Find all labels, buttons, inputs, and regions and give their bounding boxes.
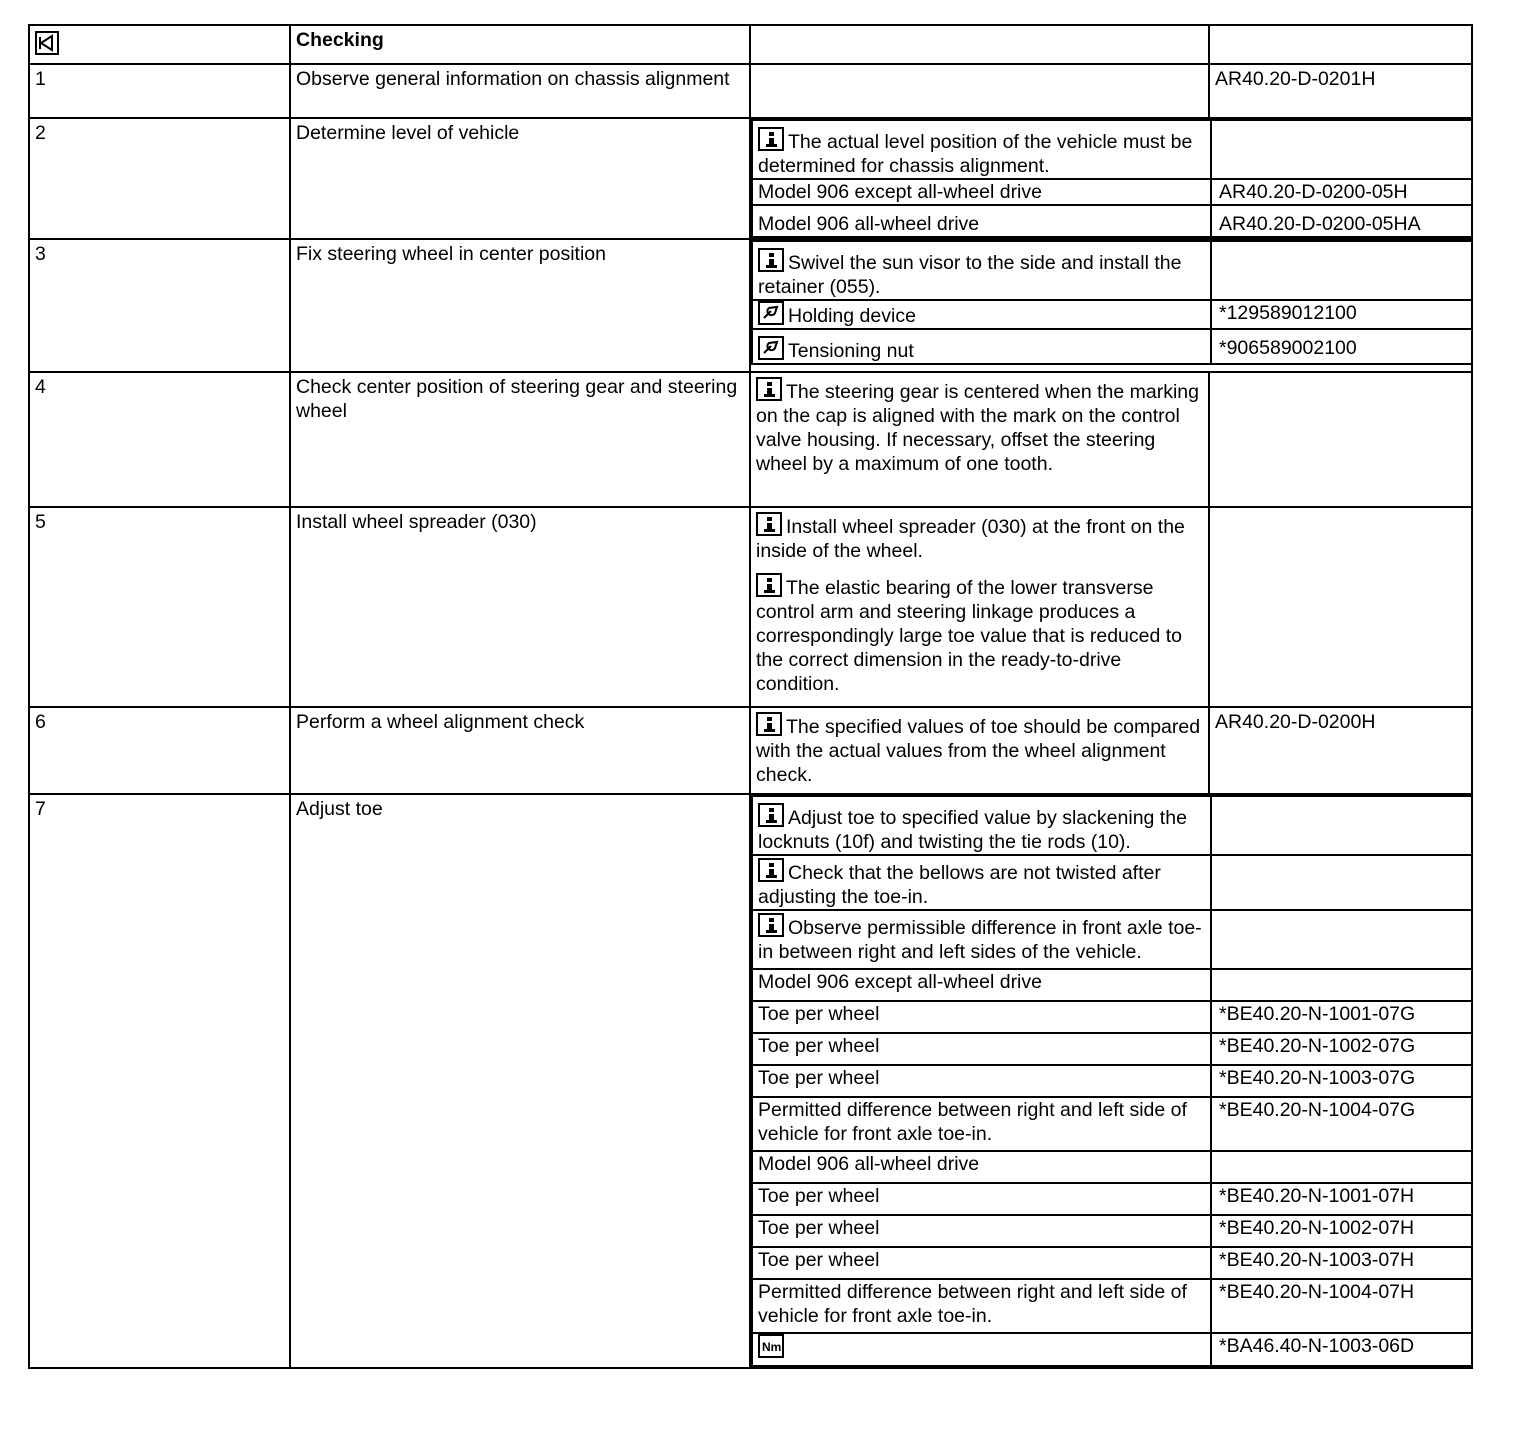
info-icon xyxy=(756,377,782,401)
info-note xyxy=(756,512,1203,563)
detail-ref[interactable]: *BE40.20-N-1001-07H xyxy=(1219,1185,1415,1207)
header-empty-cell xyxy=(1209,25,1472,64)
detail-ref[interactable]: *BE40.20-N-1003-07G xyxy=(1219,1067,1416,1089)
tool-icon xyxy=(758,301,784,325)
detail-label: Model 906 except all-wheel drive xyxy=(758,971,1042,993)
step-action: Determine level of vehicle xyxy=(290,118,750,239)
detail-label: Model 906 except all-wheel drive xyxy=(758,181,1042,203)
step-ref xyxy=(1209,507,1472,707)
step-number: 6 xyxy=(29,707,290,794)
step-notes xyxy=(750,507,1209,707)
note-text: Install wheel spreader (030) at the front on the inside of the wheel. xyxy=(756,516,1185,562)
detail-ref[interactable]: *BE40.20-N-1004-07G xyxy=(1219,1099,1416,1121)
step-number: 5 xyxy=(29,507,290,707)
header-row xyxy=(29,25,1472,64)
detail-ref[interactable]: AR40.20-D-0200-05H xyxy=(1219,181,1408,203)
notes-grid xyxy=(751,240,1472,365)
detail-label: Permitted difference between right and left side of vehicle for front axle toe-in. xyxy=(758,1099,1187,1145)
detail-label: Toe per wheel xyxy=(758,1067,880,1089)
note-text: The elastic bearing of the lower transverse control arm and steering linkage produces a correspondingly large toe value that is reduced to the correct dimension in the ready-to-drive condition. xyxy=(756,577,1183,695)
step-notes xyxy=(750,239,1472,372)
tool-label: Tensioning nut xyxy=(788,340,914,362)
detail-ref[interactable]: *BE40.20-N-1003-07H xyxy=(1219,1249,1415,1271)
header-icon-cell xyxy=(29,25,290,64)
info-note xyxy=(756,573,1203,696)
note-text: Observe permissible difference in front axle toe-in between right and left sides of the vehicle. xyxy=(758,917,1202,963)
info-note xyxy=(758,803,1205,854)
table-row xyxy=(29,507,1472,707)
info-note xyxy=(758,127,1205,178)
detail-label: Model 906 all-wheel drive xyxy=(758,1153,980,1175)
note-text: The actual level position of the vehicle must be determined for chassis alignment. xyxy=(758,131,1193,177)
back-arrow-icon[interactable] xyxy=(35,31,59,55)
table-row xyxy=(29,372,1472,507)
info-note xyxy=(758,913,1205,964)
step-notes xyxy=(750,372,1209,507)
info-note xyxy=(756,712,1203,787)
header-empty-cell xyxy=(750,25,1209,64)
tool-item xyxy=(758,336,1205,363)
info-icon xyxy=(758,913,784,937)
table-row xyxy=(29,794,1472,1368)
detail-label: Toe per wheel xyxy=(758,1217,880,1239)
table-row xyxy=(29,707,1472,794)
step-action: Observe general information on chassis alignment xyxy=(290,64,750,118)
note-text: Swivel the sun visor to the side and install the retainer (055). xyxy=(758,252,1182,298)
note-text: The steering gear is centered when the marking on the cap is aligned with the mark on the control valve housing. If necessary, offset the steering wheel by a maximum of one tooth. xyxy=(756,381,1199,475)
header-title: Checking xyxy=(290,25,750,64)
detail-ref[interactable]: *BE40.20-N-1002-07G xyxy=(1219,1035,1416,1057)
notes-grid xyxy=(751,119,1472,238)
step-number: 7 xyxy=(29,794,290,1368)
step-number: 4 xyxy=(29,372,290,507)
detail-label: Model 906 all-wheel drive xyxy=(758,213,980,235)
step-ref[interactable]: AR40.20-D-0200H xyxy=(1209,707,1472,794)
info-icon xyxy=(758,858,784,882)
detail-label: Toe per wheel xyxy=(758,1003,880,1025)
detail-ref[interactable]: *BE40.20-N-1001-07G xyxy=(1219,1003,1416,1025)
detail-label: Toe per wheel xyxy=(758,1185,880,1207)
note-text: Check that the bellows are not twisted after adjusting the toe-in. xyxy=(758,862,1161,908)
step-action: Install wheel spreader (030) xyxy=(290,507,750,707)
detail-ref[interactable]: AR40.20-D-0200-05HA xyxy=(1219,213,1421,235)
step-notes xyxy=(750,794,1472,1368)
step-action: Fix steering wheel in center position xyxy=(290,239,750,372)
detail-label: Toe per wheel xyxy=(758,1249,880,1271)
table-row xyxy=(29,64,1472,118)
info-icon xyxy=(758,248,784,272)
step-notes xyxy=(750,64,1209,118)
note-text: Adjust toe to specified value by slackening the locknuts (10f) and twisting the tie rods (10). xyxy=(758,807,1187,853)
torque-nm-icon xyxy=(758,1334,784,1358)
info-icon xyxy=(758,127,784,151)
step-action: Adjust toe xyxy=(290,794,750,1368)
step-action: Perform a wheel alignment check xyxy=(290,707,750,794)
info-icon xyxy=(756,512,782,536)
tool-ref[interactable]: *129589012100 xyxy=(1219,302,1357,324)
detail-label: Toe per wheel xyxy=(758,1035,880,1057)
tool-ref[interactable]: *906589002100 xyxy=(1219,337,1357,359)
tool-item xyxy=(758,301,1205,328)
step-ref xyxy=(1209,372,1472,507)
detail-label: Permitted difference between right and left side of vehicle for front axle toe-in. xyxy=(758,1281,1187,1327)
info-note xyxy=(758,248,1205,299)
info-icon xyxy=(758,803,784,827)
procedure-table xyxy=(28,24,1473,1369)
step-number: 3 xyxy=(29,239,290,372)
tool-label: Holding device xyxy=(788,305,916,327)
step-notes xyxy=(750,707,1209,794)
step-notes xyxy=(750,118,1472,239)
torque-ref[interactable]: *BA46.40-N-1003-06D xyxy=(1219,1335,1415,1357)
info-note xyxy=(756,377,1203,476)
step-ref[interactable]: AR40.20-D-0201H xyxy=(1209,64,1472,118)
step-action: Check center position of steering gear and steering wheel xyxy=(290,372,750,507)
tool-icon xyxy=(758,336,784,360)
info-note xyxy=(758,858,1205,909)
info-icon xyxy=(756,573,782,597)
step-number: 2 xyxy=(29,118,290,239)
info-icon xyxy=(756,712,782,736)
detail-ref[interactable]: *BE40.20-N-1004-07H xyxy=(1219,1281,1415,1303)
table-row xyxy=(29,239,1472,372)
svg-text:Nm: Nm xyxy=(762,1340,781,1354)
notes-grid xyxy=(751,795,1472,1367)
detail-ref[interactable]: *BE40.20-N-1002-07H xyxy=(1219,1217,1415,1239)
note-text: The specified values of toe should be compared with the actual values from the wheel alignment check. xyxy=(756,716,1201,786)
table-row xyxy=(29,118,1472,239)
step-number: 1 xyxy=(29,64,290,118)
